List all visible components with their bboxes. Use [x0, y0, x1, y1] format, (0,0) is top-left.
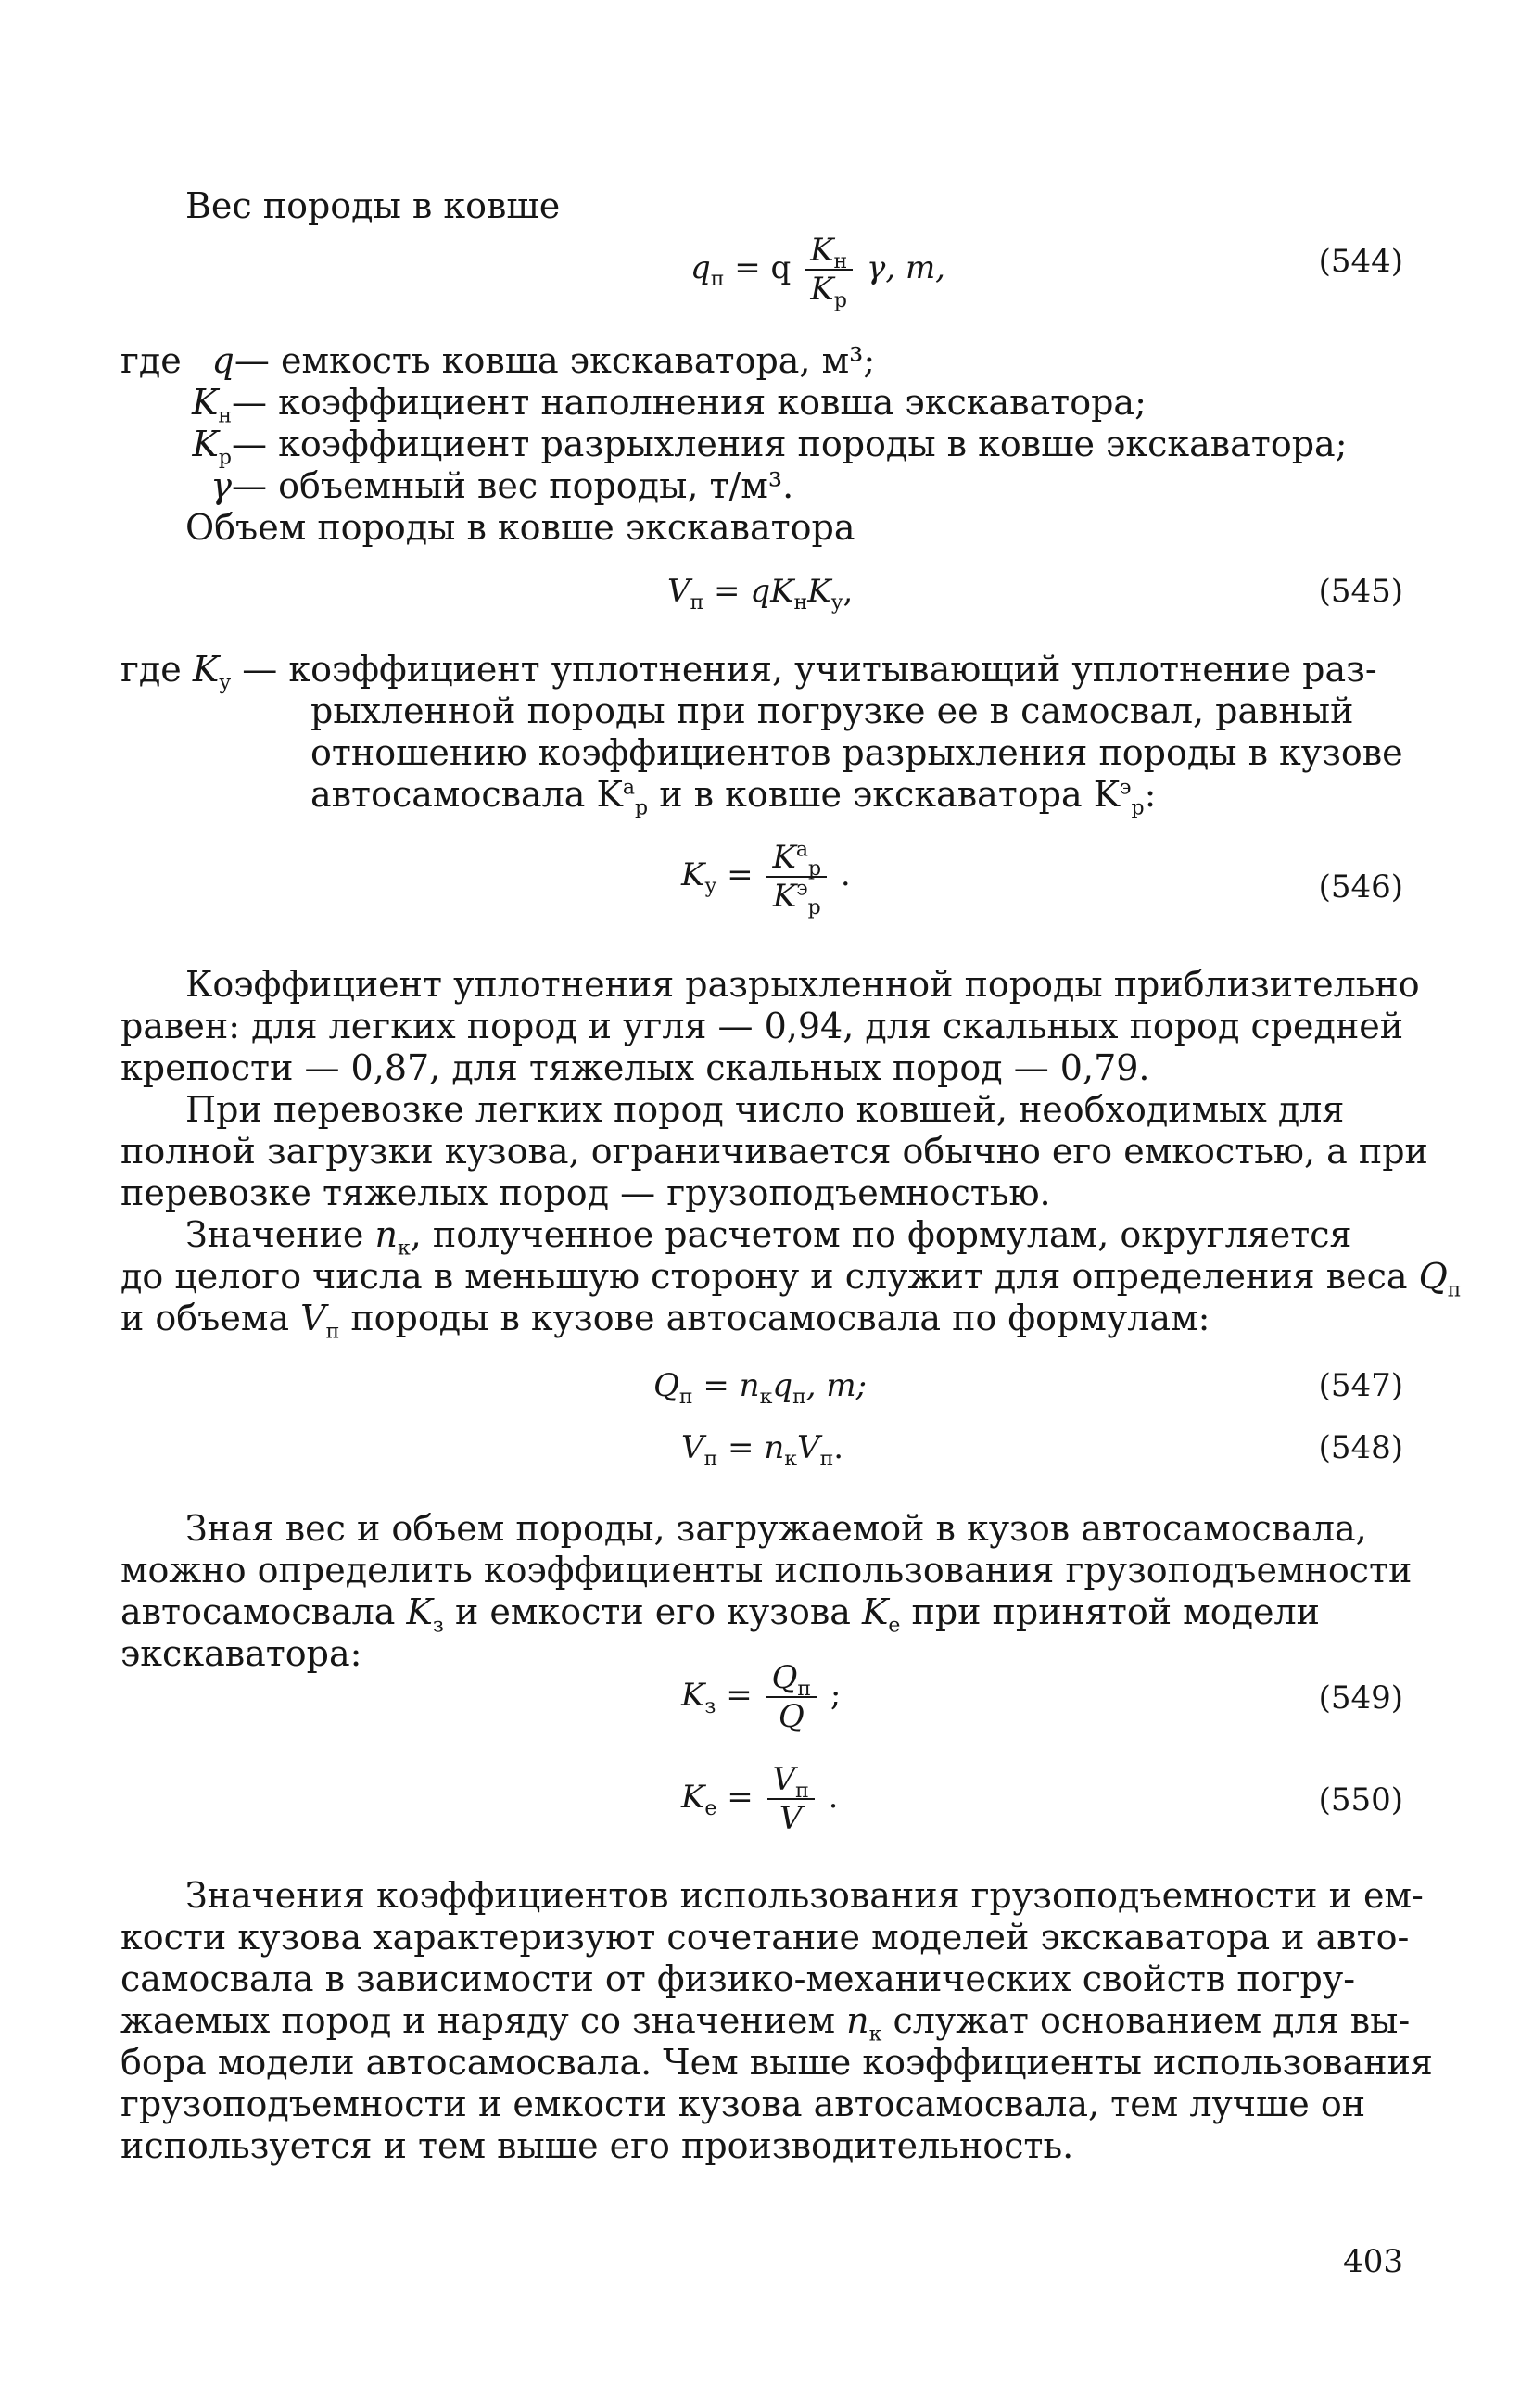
f544-num-sym: K [810, 232, 834, 269]
para-line: При перевозке легких пород число ковшей, необходимых для [185, 1089, 1345, 1130]
formula-546 [681, 838, 851, 919]
para-part: и объема [120, 1298, 301, 1338]
def-line-part: автосамосвала K [310, 774, 623, 815]
def-sup-e: э [1120, 776, 1132, 800]
f548-a-sub: п [703, 1447, 718, 1471]
f544-num-sub: н [833, 249, 848, 273]
para-symbol: K [406, 1591, 433, 1632]
paragraph-nk-value [120, 1214, 1462, 1344]
f548-c: V [797, 1429, 820, 1466]
f546-denominator [766, 877, 827, 919]
f547-a: Q [653, 1367, 679, 1404]
f550-lhs: K [681, 1779, 705, 1816]
f550-numerator [767, 1761, 815, 1803]
formula-550 [681, 1761, 838, 1837]
f548-tail: . [833, 1429, 844, 1466]
para-part: и емкости его кузова [443, 1591, 862, 1632]
f544-lhs-sub: п [710, 267, 725, 291]
f550-num-sub: п [795, 1779, 809, 1803]
def-symbol: K [192, 649, 220, 690]
formula-544 [690, 232, 945, 312]
f550-tail: . [817, 1779, 839, 1816]
eq-number-549: (549) [1318, 1679, 1403, 1717]
f546-num-sub: р [808, 856, 822, 881]
def-symbol-sub: н [218, 404, 232, 428]
para-part: породы в кузове автосамосвала по формулам: [339, 1298, 1210, 1338]
f549-eq: = [716, 1677, 763, 1714]
para-symbol-sub: к [868, 2022, 882, 2047]
para-line: экскаватора: [120, 1633, 362, 1674]
f546-den-sub: р [807, 895, 821, 919]
para-line: перевозке тяжелых пород — грузоподъемностью. [120, 1172, 1051, 1213]
f550-num-sym: V [772, 1761, 796, 1798]
para-symbol: K [862, 1591, 889, 1632]
f550-eq: = [716, 1779, 764, 1816]
f546-lhs: K [681, 856, 705, 893]
para-symbol-sub: к [397, 1236, 411, 1261]
para-part: жаемых пород и наряду со значением [120, 2000, 847, 2041]
f547-a-sub: п [678, 1385, 693, 1409]
f544-numerator [805, 232, 853, 271]
para-part: служат основанием для вы- [881, 2000, 1411, 2041]
para-symbol-sub: з [432, 1614, 444, 1638]
para-line: используется и тем выше его производительность. [120, 2125, 1074, 2166]
f545-v: V [667, 573, 690, 610]
para-symbol-sub: п [325, 1320, 340, 1344]
f549-lhs-sub: з [704, 1694, 716, 1718]
page-number: 403 [1343, 2243, 1403, 2280]
def-symbol: γ [210, 465, 232, 506]
f545-eq: = qK [703, 573, 794, 610]
para-symbol: Q [1418, 1256, 1448, 1297]
f544-den-sub: р [833, 288, 847, 312]
paragraph-compaction [120, 964, 1420, 1089]
para-line: Зная вес и объем породы, загружаемой в кузов автосамосвала, [185, 1508, 1367, 1549]
eq-number-548: (548) [1318, 1429, 1403, 1466]
formula-549 [681, 1659, 841, 1735]
para-part: при принятой модели [900, 1591, 1320, 1632]
f547-eq: = n [692, 1367, 760, 1404]
def-symbol [120, 424, 232, 470]
def-gamma [120, 465, 793, 507]
def-line: отношению коэффициентов разрыхления породы в кузове [310, 732, 1403, 773]
para-symbol: n [846, 2000, 869, 2041]
f549-denominator: Q [778, 1698, 805, 1735]
def-sub-e: р [1131, 796, 1145, 820]
def-line-part: и в ковше экскаватора K [648, 774, 1121, 815]
f546-lhs-sub: у [704, 874, 717, 898]
f549-lhs: K [681, 1677, 705, 1714]
f544-denominator [805, 271, 853, 312]
f545-sub1: п [690, 590, 704, 615]
f548-b-sub: к [784, 1447, 797, 1471]
def-q [120, 340, 875, 382]
para-line: бора модели автосамосвала. Чем выше коэффициенты использования [120, 2042, 1433, 2083]
f546-numerator [766, 838, 827, 881]
f544-fraction [805, 232, 853, 312]
def-line: рыхленной породы при погрузке ее в самосвал, равный [310, 691, 1354, 731]
para-part: , полученное расчетом по формулам, округляется [410, 1214, 1352, 1255]
para-line [120, 1256, 1462, 1302]
def-text: — коэффициент разрыхления породы в ковше экскаватора; [232, 424, 1348, 464]
f550-fraction [767, 1761, 815, 1837]
para-line: Коэффициент уплотнения разрыхленной породы приблизительно [185, 964, 1420, 1005]
def-symbol-sub: у [219, 671, 232, 695]
eq-number-544: (544) [1318, 243, 1403, 280]
f549-num-sym: Q [771, 1659, 798, 1696]
f544-eq: = q [724, 249, 802, 286]
para-part: Значение [185, 1214, 375, 1255]
def-ky-body [310, 691, 1404, 820]
f546-den-sup: э [796, 877, 808, 901]
def-line [310, 774, 1404, 820]
eq-number-550: (550) [1318, 1781, 1403, 1819]
def-symbol [120, 382, 232, 428]
f544-tail: γ, т, [856, 249, 945, 286]
f546-fraction [766, 838, 827, 919]
def-kp [120, 424, 1348, 470]
def-ky-head [120, 649, 1377, 695]
def-kn [120, 382, 1147, 428]
para-line [120, 1591, 1404, 1638]
para-line: кости кузова характеризуют сочетание моделей экскаватора и авто- [120, 1917, 1410, 1958]
intro-volume-text: Объем породы в ковше экскаватора [185, 507, 855, 548]
def-text: — коэффициент уплотнения, учитывающий уплотнение раз- [231, 649, 1377, 690]
para-symbol: n [374, 1214, 398, 1255]
f546-den-sym: K [772, 878, 797, 915]
para-line: полной загрузки кузова, ограничивается обычно его емкостью, а при [120, 1131, 1428, 1172]
paragraph-utilization [120, 1508, 1413, 1675]
def-sub-a: р [635, 796, 649, 820]
f549-fraction [766, 1659, 817, 1735]
para-line [120, 1298, 1404, 1344]
formula-548 [681, 1429, 844, 1471]
para-line: самосвала в зависимости от физико-механических свойств погру- [120, 1958, 1356, 1999]
formula-547 [653, 1367, 868, 1409]
para-symbol: V [300, 1298, 326, 1338]
f545-tail: , [843, 573, 854, 610]
f550-denominator: V [779, 1800, 803, 1837]
paragraph-buckets [120, 1089, 1428, 1214]
f547-c-sub: п [792, 1385, 806, 1409]
f547-tail: , т; [805, 1367, 868, 1404]
para-line: можно определить коэффициенты использования грузоподъемности [120, 1550, 1413, 1591]
def-symbol: q [211, 340, 234, 381]
f545-sub3: у [830, 590, 843, 615]
f546-eq: = [716, 856, 764, 893]
f544-den-sym: K [810, 271, 834, 308]
para-line [120, 1214, 1404, 1261]
formula-545 [667, 573, 854, 615]
eq-number-546: (546) [1318, 868, 1403, 906]
para-symbol-sub: п [1447, 1278, 1462, 1302]
def-text: — коэффициент наполнения ковша экскаватора; [232, 382, 1147, 423]
def-symbol-sub: р [218, 446, 232, 470]
f549-num-sub: п [797, 1677, 812, 1701]
f544-lhs: q [690, 249, 711, 286]
para-symbol-sub: е [888, 1614, 901, 1638]
def-text: — объемный вес породы, т/м³. [232, 465, 794, 506]
def-symbol-letter: K [191, 382, 219, 423]
def-prefix: где [120, 340, 193, 381]
f550-lhs-sub: е [704, 1796, 717, 1820]
intro-weight-text: Вес породы в ковше [185, 185, 561, 226]
def-prefix: где [120, 649, 193, 690]
f545-sub2: н [793, 590, 808, 615]
f549-tail: ; [820, 1677, 842, 1714]
f549-numerator [766, 1659, 817, 1701]
paragraph-conclusion [120, 1875, 1433, 2167]
eq-number-547: (547) [1318, 1367, 1403, 1404]
para-line: Значения коэффициентов использования грузоподъемности и ем- [185, 1875, 1424, 1916]
f545-mid: K [807, 573, 831, 610]
para-part: до целого числа в меньшую сторону и служит для определения веса [120, 1256, 1419, 1297]
f546-num-sym: K [772, 839, 796, 876]
para-line: крепости — 0,87, для тяжелых скальных пород — 0,79. [120, 1047, 1150, 1088]
def-text: — емкость ковша экскаватора, м³; [234, 340, 876, 381]
f548-a: V [681, 1429, 704, 1466]
para-line [120, 2000, 1411, 2047]
f548-eq: = n [717, 1429, 785, 1466]
f547-b-sub: к [759, 1385, 773, 1409]
para-part: автосамосвала [120, 1591, 407, 1632]
f546-num-sup: а [795, 838, 808, 862]
def-line-part: : [1144, 774, 1157, 815]
para-line: грузоподъемности и емкости кузова автосамосвала, тем лучше он [120, 2084, 1366, 2124]
def-symbol-letter: K [192, 424, 219, 464]
def-sup-a: а [622, 776, 636, 800]
f548-c-sub: п [819, 1447, 834, 1471]
para-line: равен: для легких пород и угля — 0,94, для скальных пород средней [120, 1006, 1404, 1046]
eq-number-545: (545) [1318, 573, 1403, 610]
f546-tail: . [830, 856, 851, 893]
f547-c: q [772, 1367, 793, 1404]
